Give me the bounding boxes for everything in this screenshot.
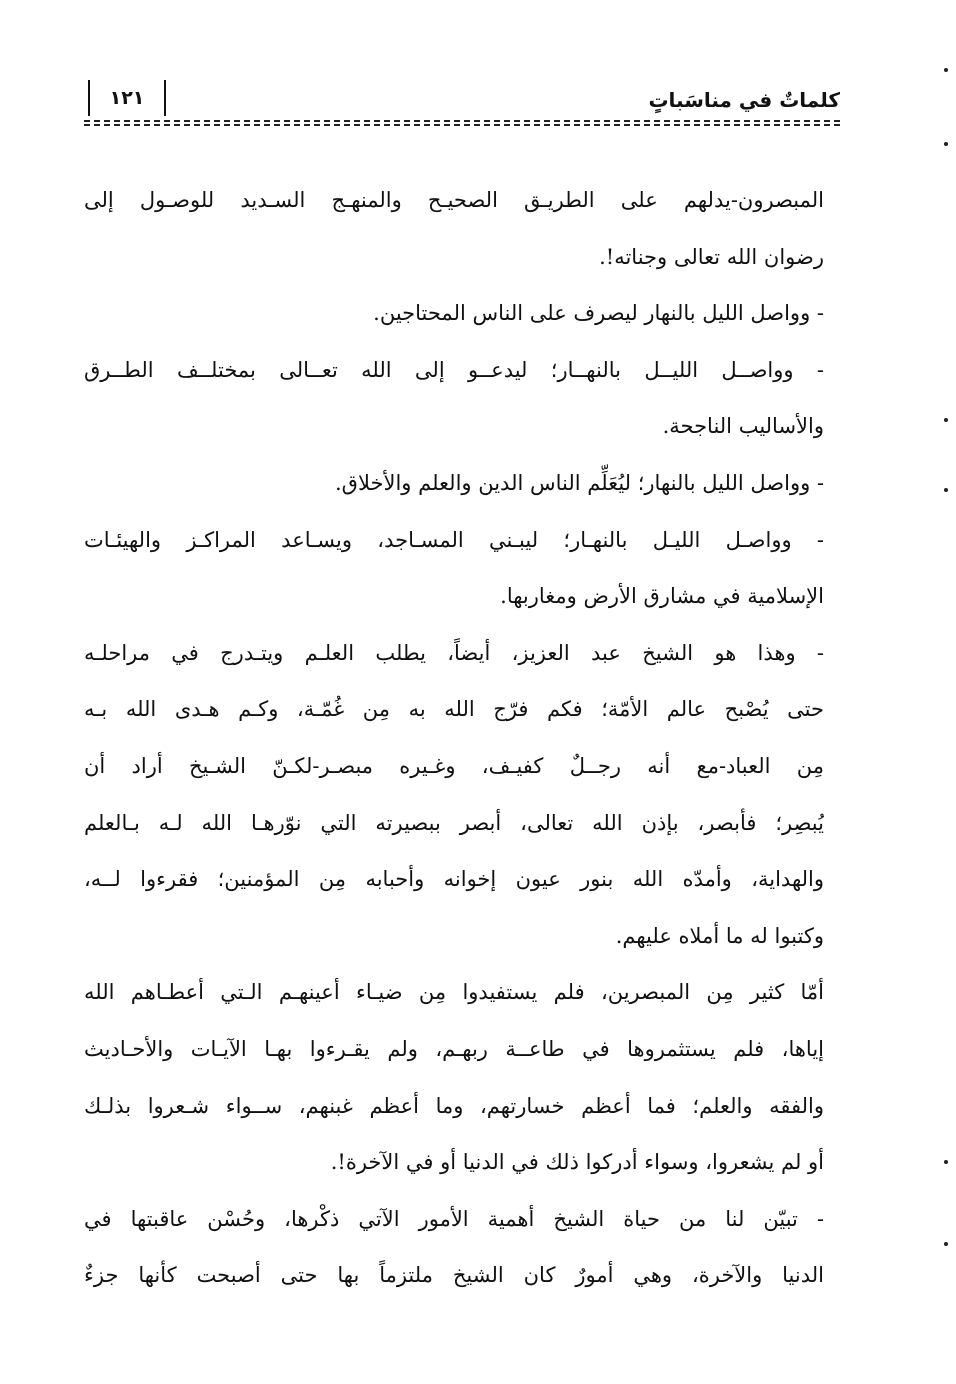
text-line: أمّا كثير مِن المبصرين، فلم يستفيدوا مِن ضيـاء أعينهـم الـتي أعطـاهم الله [84,980,824,1005]
text-line: - وواصل الليل بالنهار ليصرف على الناس المحتاجين. [373,301,824,326]
text-line: يُبصِر؛ فأبصر، بإذن الله تعالى، أبصر ببصيرته التي نوّرهـا الله لـه بـالعلم [84,810,824,835]
text-line: والهداية، وأمدّه الله بنور عيون إخوانه وأحبابه مِن المؤمنين؛ فقرءوا لــه، [84,867,824,892]
text-line: رضوان الله تعالى وجناته!. [599,244,824,269]
body-text [84,172,824,1304]
text-line: - وهذا هو الشيخ عبد العزيز، أيضاً، يطلب العلـم ويتـدرج في مراحلـه [84,640,824,665]
header-divider [84,120,840,127]
text-line: - تبيّن لنا من حياة الشيخ أهمية الأمور الآتي ذكْرها، وحُسْن عاقبتها في [84,1206,824,1231]
text-line: الدنيا والآخرة، وهي أمورٌ كان الشيخ ملتزماً بها حتى أصبحت كأنها جزءٌ [84,1263,824,1288]
page-number: ١٢١ [88,80,166,116]
text-line: والأساليب الناجحة. [662,414,824,439]
text-line: أو لم يشعروا، وسواء أدركوا ذلك في الدنيا أو في الآخرة!. [330,1150,824,1175]
text-line: - وواصــل الليــل بالنهــار؛ ليدعــو إلى الله تعــالى بمختلــف الطــرق [84,357,824,382]
scan-speck [944,1160,948,1164]
scan-speck [944,418,948,422]
text-line: حتى يُصْبح عالم الأمّة؛ فكم فرّج الله به مِن غُمّـة، وكـم هـدى الله بـه [84,697,824,722]
page-header [84,76,840,130]
text-line: المبصرون-يدلهم على الطريـق الصحيـح والمنهـج السـديد للوصـول إلى [84,188,824,212]
text-line: وكتبوا له ما أملاه عليهم. [615,923,824,948]
text-line: - وواصل الليل بالنهار؛ ليُعَلِّم الناس الدين والعلم والأخلاق. [335,470,824,495]
text-line: - وواصـل الليـل بالنهـار؛ ليبـني المسـاجد، ويسـاعد المراكـز والهيئـات [84,527,824,552]
text-line: الإسلامية في مشارق الأرض ومغاربها. [500,584,824,609]
scan-speck [944,68,948,72]
scan-speck [944,488,948,492]
text-line: إياها، فلم يستثمروها في طاعــة ربهـم، ولم يقـرءوا بهـا الآيـات والأحـاديث [84,1036,824,1061]
text-line: مِن العباد-مع أنه رجــلٌ كفيـف، وغـيره مبصـر-لكـنّ الشـيخ أراد أن [84,753,824,778]
scan-speck [944,142,948,146]
book-title: كلماتٌ في مناسَباتٍ [648,88,840,112]
text-line: والفقه والعلم؛ فما أعظم خسارتهم، وما أعظم غبنهم، ســواء شـعروا بذلـك [84,1093,824,1118]
scan-speck [944,1242,948,1246]
